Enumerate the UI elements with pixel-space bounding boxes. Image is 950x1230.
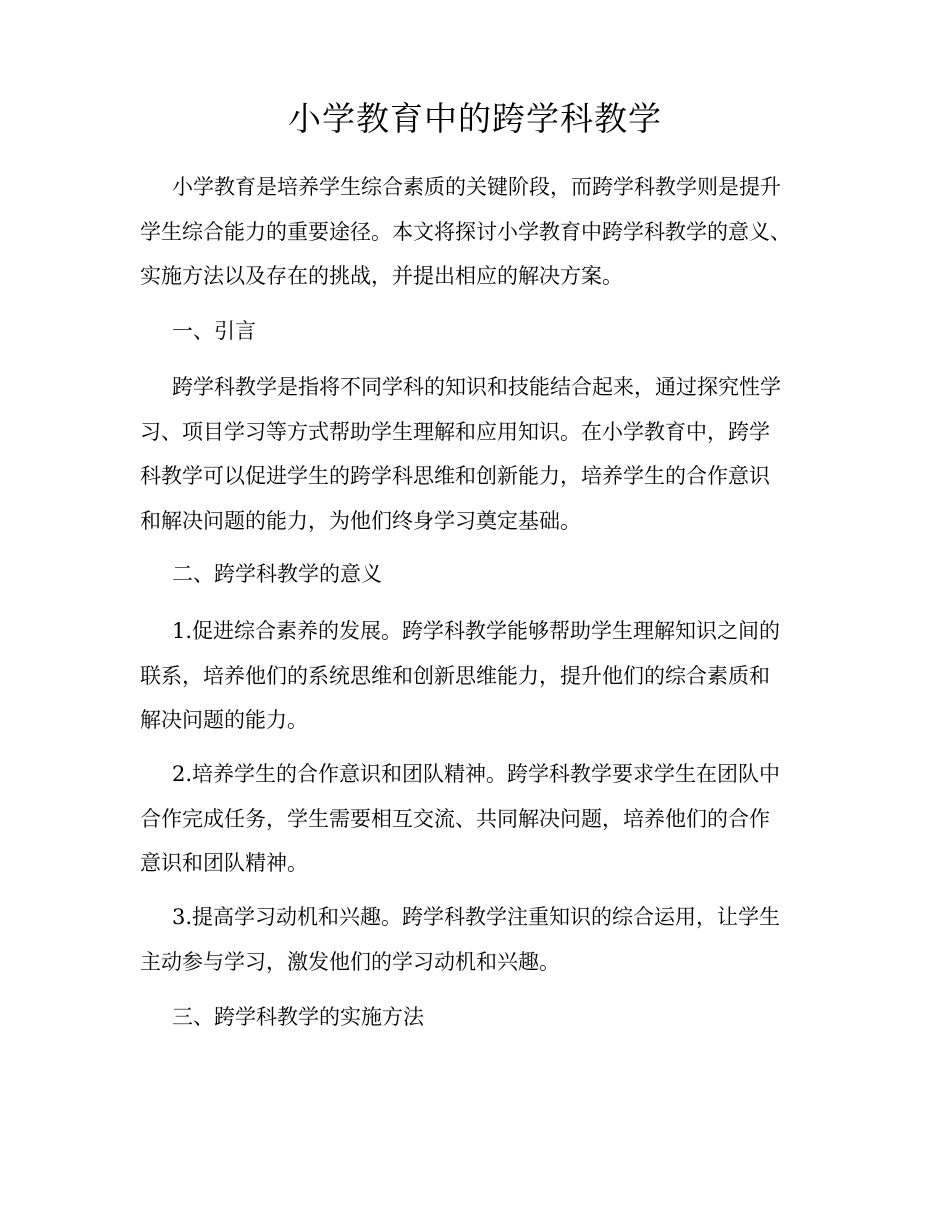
text-line: 实施方法以及存在的挑战，并提出相应的解决方案。 [140,264,623,288]
section-heading-introduction [140,309,820,354]
heading-text: 三、跨学科教学的实施方法 [172,1005,424,1029]
text-line: 联系，培养他们的系统思维和创新思维能力，提升他们的综合素质和 [140,663,770,688]
section-heading-significance [140,552,820,597]
intro-paragraph [140,165,820,299]
significance-item-2 [140,752,820,886]
section-heading-methods [140,995,820,1040]
heading-text: 一、引言 [172,319,256,343]
text-line: 1.促进综合素养的发展。跨学科教学能够帮助学生理解知识之间的 [172,619,781,643]
text-line: 学生综合能力的重要途径。本文将探讨小学教育中跨学科教学的意义、 [140,219,791,244]
document-title: 小学教育中的跨学科教学 [288,99,662,138]
significance-item-3 [140,895,820,984]
text-line: 意识和团队精神。 [140,851,308,875]
text-line: 习、项目学习等方式帮助学生理解和应用知识。在小学教育中，跨学 [140,419,770,444]
significance-item-1 [140,609,820,743]
text-line: 小学教育是培养学生综合素质的关键阶段，而跨学科教学则是提升 [172,175,781,199]
heading-text: 二、跨学科教学的意义 [172,562,382,586]
text-line: 科教学可以促进学生的跨学科思维和创新能力，培养学生的合作意识 [140,464,770,488]
text-line: 主动参与学习，激发他们的学习动机和兴趣。 [140,949,560,974]
text-line: 2.培养学生的合作意识和团队精神。跨学科教学要求学生在团队中 [172,762,781,786]
text-line: 和解决问题的能力，为他们终身学习奠定基础。 [140,508,581,533]
text-line: 3.提高学习动机和兴趣。跨学科教学注重知识的综合运用，让学生 [172,905,781,929]
text-line: 合作完成任务，学生需要相互交流、共同解决问题，培养他们的合作 [140,806,770,831]
text-line: 解决问题的能力。 [140,708,308,732]
introduction-paragraph [140,365,820,543]
text-line: 跨学科教学是指将不同学科的知识和技能结合起来，通过探究性学 [172,375,781,399]
